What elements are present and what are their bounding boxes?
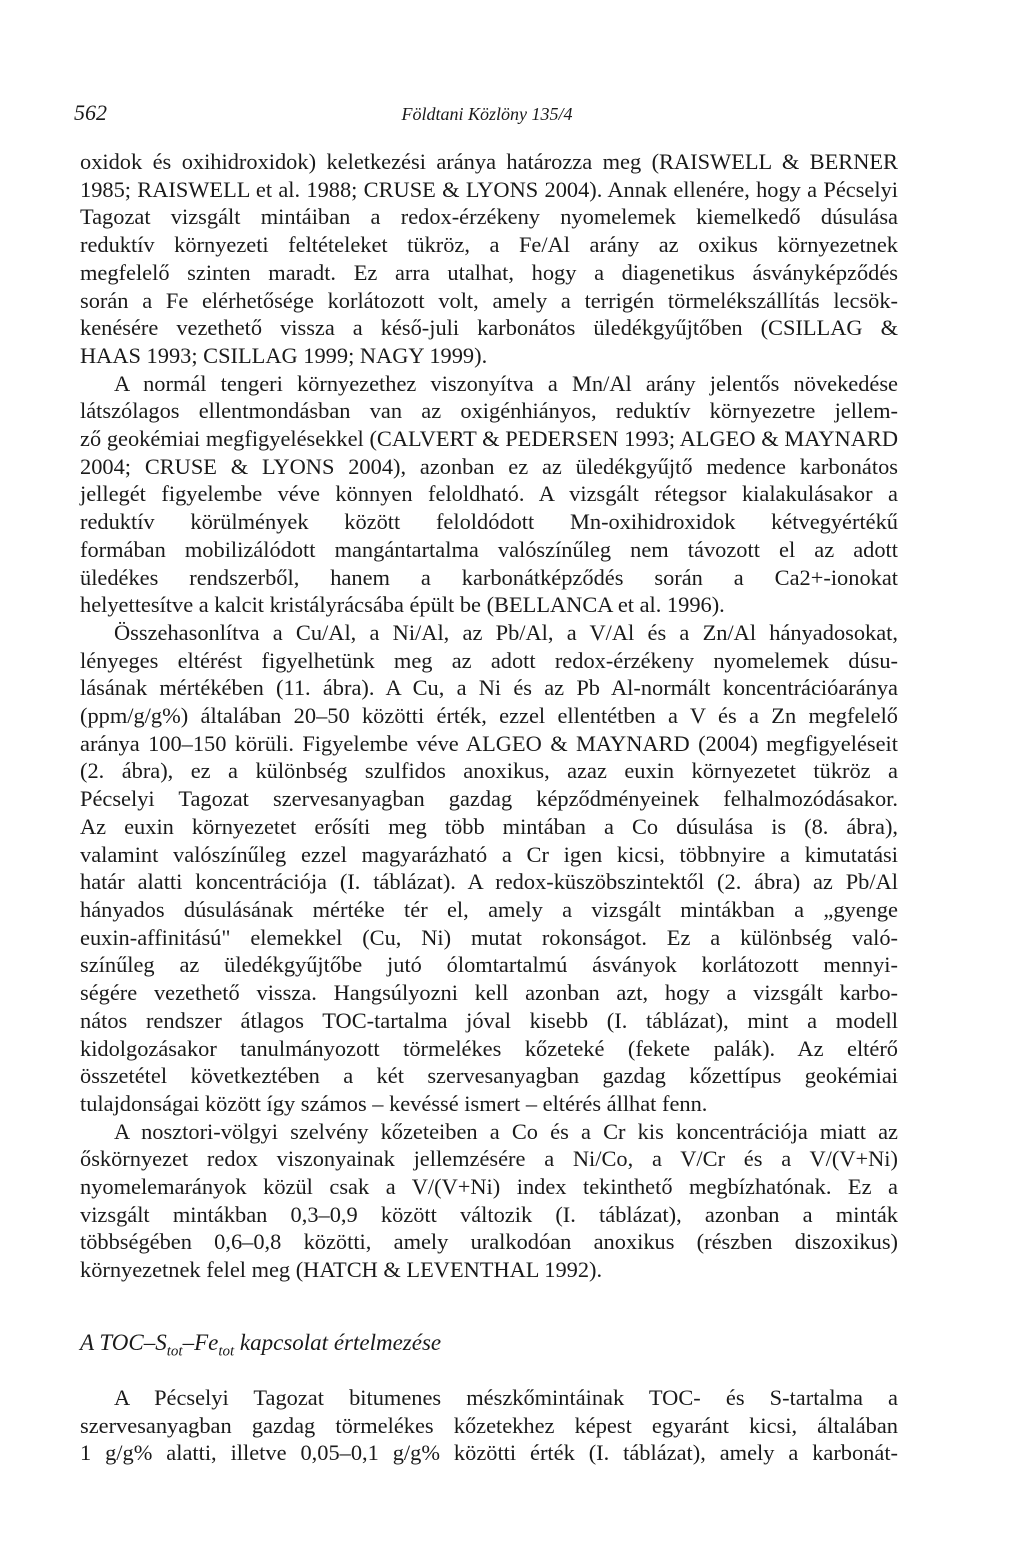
body-text [80, 148, 898, 1284]
section-body [80, 1384, 898, 1467]
text-line: nátos rendszer átlagos TOC-tartalma jóval kisebb (I. táblázat), mint a modell [80, 1007, 898, 1033]
text-line: 2004; CRUSE & LYONS 2004), azonban ez az üledékgyűjtő medence karbonátos [80, 453, 898, 479]
text-line: formában mobilizálódott mangántartalma valószínűleg nem távozott el az adott [80, 536, 898, 562]
text-line: Pécselyi Tagozat szervesanyagban gazdag képződményeinek felhalmozódásakor. [80, 786, 898, 812]
text-line: Összehasonlítva a Cu/Al, a Ni/Al, az Pb/Al, a V/Al és a Zn/Al hányadosokat, [114, 619, 898, 645]
text-line: jellegét figyelembe véve könnyen feloldható. A vizsgált rétegsor kialakulásakor a [80, 481, 898, 507]
text-line: 1 g/g% alatti, illetve 0,05–0,1 g/g% közötti érték (I. táblázat), amely a karbonát- [80, 1440, 898, 1466]
section-heading [80, 1330, 441, 1361]
text-line: Tagozat vizsgált mintáiban a redox-érzékeny nyomelemek kiemelkedő dúsulása [80, 204, 898, 230]
text-line: többségében 0,6–0,8 közötti, amely uralkodóan anoxikus (részben diszoxikus) [80, 1229, 898, 1255]
heading-subscript-2: tot [218, 1343, 235, 1360]
text-line: euxin-affinitású" elemekkel (Cu, Ni) mutat rokonságot. Ez a különbség való- [80, 924, 898, 950]
text-line: üledékes rendszerből, hanem a karbonátképződés során a Ca2+-ionokat [80, 564, 898, 590]
text-line: látszólagos ellentmondásban van az oxigénhiányos, reduktív környezetre jellem- [80, 398, 898, 424]
text-line: aránya 100–150 körüli. Figyelembe véve ALGEO & MAYNARD (2004) megfigyeléseit [80, 730, 898, 756]
text-line: oxidok és oxihidroxidok) keletkezési aránya határozza meg (RAISWELL & BERNER [80, 149, 898, 174]
paragraph-2 [80, 370, 898, 619]
text-line: 1985; RAISWELL et al. 1988; CRUSE & LYONS 2004). Annak ellenére, hogy a Pécselyi [80, 176, 898, 202]
text-line: környezetnek felel meg (HATCH & LEVENTHAL 1992). [80, 1257, 603, 1283]
page-number: 562 [74, 100, 107, 125]
text-line: reduktív környezeti feltételeket tükröz, a Fe/Al arány az oxikus környezetnek [80, 232, 898, 258]
text-line: A nosztori-völgyi szelvény kőzeteiben a Co és a Cr kis koncentrációja miatt az [114, 1118, 898, 1144]
text-line: határ alatti koncentrációja (I. táblázat). A redox-küszöbszintektől (2. ábra) az Pb/Al [80, 869, 898, 895]
text-line: ző geokémiai megfigyelésekkel (CALVERT & PEDERSEN 1993; ALGEO & MAYNARD [80, 426, 898, 452]
text-line: A Pécselyi Tagozat bitumenes mészkőmintáinak TOC- és S-tartalma a [114, 1385, 898, 1410]
text-line: szervesanyagban gazdag törmelékes kőzetekhez képest egyaránt kicsi, általában [80, 1412, 898, 1438]
text-line: (2. ábra), ez a különbség szulfidos anoxikus, azaz euxin környezetet tükröz a [80, 758, 898, 784]
text-line: során a Fe elérhetősége korlátozott volt, amely a terrigén törmelékszállítás lecsök- [80, 287, 898, 313]
text-line: lényeges eltérést figyelhetünk meg az adott redox-érzékeny nyomelemek dúsu- [80, 647, 898, 673]
text-line: helyettesítve a kalcit kristályrácsába épült be (BELLANCA et al. 1996). [80, 592, 725, 618]
page-header [74, 100, 900, 130]
text-line: tulajdonságai között így számos – kevéssé ismert – eltérés állhat fenn. [80, 1090, 708, 1116]
text-line: megfelelő szinten maradt. Ez arra utalhat, hogy a diagenetikus ásványképződés [80, 259, 898, 285]
text-line: őskörnyezet redox viszonyainak jellemzésére a Ni/Co, a V/Cr és a V/(V+Ni) [80, 1146, 898, 1172]
heading-middle: –Fe [182, 1330, 219, 1355]
running-title: Földtani Közlöny 135/4 [401, 104, 573, 124]
text-line: lásának mértékében (11. ábra). A Cu, a Ni és az Pb Al-normált koncentrációaránya [80, 675, 898, 701]
text-line: Az euxin környezetet erősíti meg több mintában a Co dúsulása is (8. ábra), [80, 813, 898, 839]
text-line: összetétel következtében a két szervesanyagban gazdag kőzettípus geokémiai [80, 1063, 898, 1089]
text-line: reduktív körülmények között feloldódott Mn-oxihidroxidok kétvegyértékű [80, 509, 898, 535]
paragraph-4 [80, 1118, 898, 1284]
heading-suffix: kapcsolat értelmezése [234, 1330, 442, 1355]
text-line: (ppm/g/g%) általában 20–50 közötti érték, ezzel ellentétben a V és a Zn megfelelő [80, 703, 898, 729]
text-line: kenésére vezethető vissza a késő-juli karbonátos üledékgyűjtőben (CSILLAG & [80, 315, 898, 341]
text-line: nyomelemarányok közül csak a V/(V+Ni) index tekinthető megbízhatónak. Ez a [80, 1174, 898, 1200]
paragraph-1 [80, 148, 898, 370]
heading-subscript-1: tot [166, 1343, 183, 1360]
text-line: valamint valószínűleg ezzel magyarázható a Cr igen kicsi, többnyire a kimutatási [80, 841, 898, 867]
text-line: HAAS 1993; CSILLAG 1999; NAGY 1999). [80, 342, 488, 368]
paragraph-3 [80, 619, 898, 1118]
paragraph-5 [80, 1384, 898, 1467]
text-line: ségére vezethető vissza. Hangsúlyozni kell azonban azt, hogy a vizsgált karbo- [80, 980, 898, 1006]
text-line: színűleg az üledékgyűjtőbe jutó ólomtartalmú ásványok korlátozott mennyi- [80, 952, 898, 978]
text-line: vizsgált mintákban 0,3–0,9 között változik (I. táblázat), azonban a minták [80, 1201, 898, 1227]
text-line: kidolgozásakor tanulmányozott törmelékes kőzeteké (fekete palák). Az eltérő [80, 1035, 898, 1061]
text-line: A normál tengeri környezethez viszonyítva a Mn/Al arány jelentős növekedése [114, 370, 898, 396]
text-line: hányados dúsulásának mértéke tér el, amely a vizsgált mintákban a „gyenge [80, 896, 898, 922]
heading-prefix: A TOC–S [80, 1330, 167, 1355]
